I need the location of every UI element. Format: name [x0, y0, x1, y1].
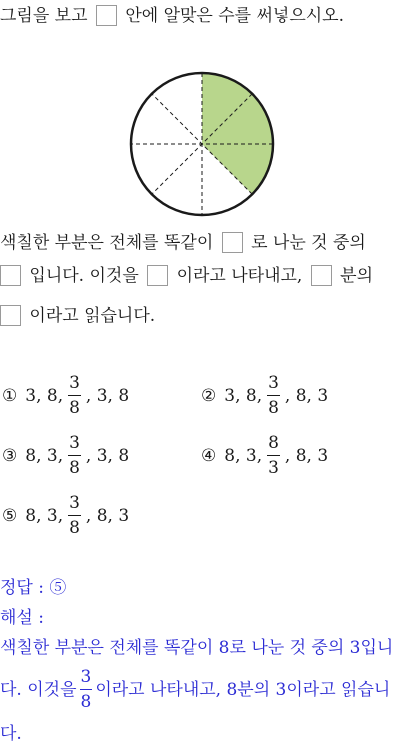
choice-fraction — [68, 433, 81, 478]
fraction-numerator: 3 — [69, 433, 80, 453]
question-text — [0, 4, 344, 28]
fraction-denominator: 8 — [80, 692, 92, 712]
fraction-numerator: 3 — [80, 667, 92, 687]
statement-l3-a: 이라고 읽습니다. — [29, 306, 156, 326]
choice-pre: 8, 3, — [25, 505, 64, 526]
choice-fraction — [68, 373, 81, 418]
shaded-sector — [202, 144, 273, 194]
fraction-denominator: 8 — [69, 458, 80, 478]
blank-box — [96, 5, 117, 26]
explanation-fraction — [80, 667, 93, 712]
blank-box — [222, 232, 243, 253]
choice-mark: ② — [201, 385, 217, 406]
choice-fraction — [267, 373, 280, 418]
choice-5[interactable] — [2, 493, 129, 538]
fraction-denominator: 8 — [69, 518, 80, 538]
fraction-bar — [267, 455, 280, 456]
choice-post: , 3, 8 — [85, 385, 130, 406]
explanation-l2-b: 이라고 나타내고, 8분의 3이라고 읽습니 — [95, 679, 391, 700]
explanation-line-2 — [0, 667, 390, 712]
fraction-denominator: 3 — [268, 458, 279, 478]
choice-mark: ③ — [2, 445, 18, 466]
fraction-denominator: 8 — [69, 398, 80, 418]
statement-l1-a: 색칠한 부분은 전체를 똑같이 — [0, 233, 214, 253]
statement-l2-c: 분의 — [340, 266, 373, 286]
choice-mark: ④ — [201, 445, 217, 466]
choice-fraction — [267, 433, 280, 478]
fraction-bar — [68, 395, 81, 396]
choice-fraction — [68, 493, 81, 538]
blank-box — [0, 265, 21, 286]
choice-post: , 8, 3 — [85, 505, 130, 526]
choice-mark: ① — [2, 385, 18, 406]
statement-line-3 — [0, 304, 155, 328]
explanation-l2-a: 다. 이것을 — [0, 679, 77, 700]
choice-post: , 8, 3 — [284, 385, 329, 406]
statement-line-2 — [0, 264, 373, 288]
blank-box — [147, 265, 168, 286]
choice-1[interactable] — [2, 373, 129, 418]
choice-pre: 8, 3, — [25, 445, 64, 466]
explanation-label: 해설 : — [0, 608, 44, 628]
choice-4[interactable] — [201, 433, 328, 478]
answer-label: 정답 : ⑤ — [0, 578, 67, 598]
choice-pre: 3, 8, — [25, 385, 64, 406]
fraction-numerator: 3 — [69, 493, 80, 513]
fraction-bar — [267, 395, 280, 396]
choice-post: , 8, 3 — [284, 445, 329, 466]
fraction-numerator: 3 — [69, 373, 80, 393]
choice-2[interactable] — [201, 373, 328, 418]
question-part2: 안에 알맞은 수를 써넣으시오. — [125, 6, 345, 26]
question-part1: 그림을 보고 — [0, 6, 88, 26]
fraction-bar — [68, 455, 81, 456]
choice-mark: ⑤ — [2, 505, 18, 526]
choice-pre: 8, 3, — [224, 445, 263, 466]
circle-svg — [128, 70, 276, 218]
fraction-bar — [80, 689, 93, 690]
explanation-line-1: 색칠한 부분은 전체를 똑같이 8로 나눈 것 중의 3입니 — [0, 638, 394, 658]
fraction-numerator: 8 — [268, 433, 279, 453]
blank-box — [0, 305, 21, 326]
statement-l2-a: 입니다. 이것을 — [29, 266, 139, 286]
fraction-circle-figure — [128, 70, 276, 218]
explanation-line-3: 다. — [0, 724, 22, 744]
statement-l1-b: 로 나눈 것 중의 — [251, 233, 366, 253]
fraction-numerator: 3 — [268, 373, 279, 393]
choice-pre: 3, 8, — [224, 385, 263, 406]
blank-box — [311, 265, 332, 286]
statement-l2-b: 이라고 나타내고, — [176, 266, 303, 286]
statement-line-1 — [0, 231, 366, 255]
choice-post: , 3, 8 — [85, 445, 130, 466]
fraction-denominator: 8 — [268, 398, 279, 418]
fraction-bar — [68, 515, 81, 516]
choice-3[interactable] — [2, 433, 129, 478]
